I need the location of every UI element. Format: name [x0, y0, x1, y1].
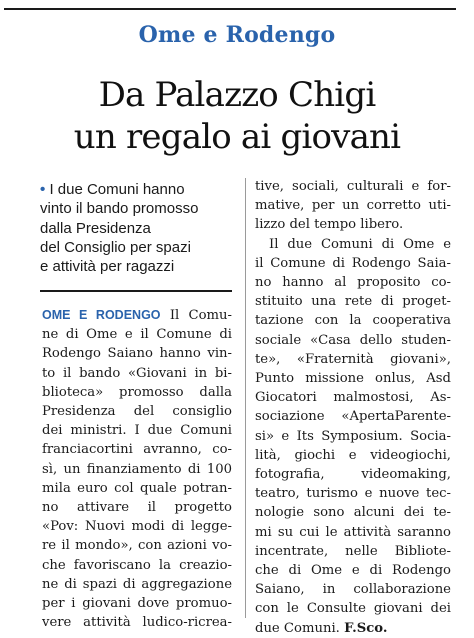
body-line: lità, giochi e videogiochi,: [255, 447, 451, 463]
body-line-text: Il Comu-: [160, 308, 233, 323]
body-line: il Comune di Rodengo Saia-: [255, 255, 451, 271]
body-line: fotografia, videomaking,: [255, 467, 451, 483]
body-line: ne di spazi di aggregazione: [42, 576, 232, 592]
body-line: vere attività ludico-ricrea-: [42, 615, 232, 631]
body-line: franciacortini avranno, co-: [42, 442, 232, 458]
body-line: dei ministri. I due Comuni: [42, 423, 232, 439]
column-divider: [245, 178, 246, 618]
headline-line-1: Da Palazzo Chigi: [98, 75, 376, 115]
body-line: che favoriscano la creazio-: [42, 557, 232, 573]
summary-line: vinto il bando promosso: [40, 200, 199, 218]
body-line: si» e Its Symposium. Socia-: [255, 428, 451, 444]
summary-divider: [40, 290, 232, 292]
summary-line: e attività per ragazzi: [40, 258, 175, 276]
body-line: sì, un finanziamento di 100: [42, 461, 232, 477]
headline: [0, 74, 474, 158]
body-line: te», «Fraternità giovani»,: [255, 351, 451, 367]
summary-line: [40, 180, 240, 199]
body-line: Giocatori malmostosi, As-: [255, 390, 451, 406]
summary-line-text: I due Comuni hanno: [49, 181, 185, 198]
author-signature: F.Sco.: [344, 620, 388, 636]
body-line: che di Ome e di Rodengo: [255, 563, 451, 579]
body-line: lizzo del tempo libero.: [255, 217, 404, 233]
dateline: OME E RODENGO: [42, 308, 161, 322]
body-line: stituito una rete di proget-: [255, 294, 451, 310]
body-line: [42, 306, 232, 325]
body-line: incentrate, nelle Bibliote-: [255, 543, 451, 559]
top-rule: [4, 8, 456, 10]
body-line: Saiano, in collaborazione: [255, 582, 451, 598]
summary-line: del Consiglio per spazi: [40, 238, 191, 256]
body-line: sociale «Casa dello studen-: [255, 332, 451, 348]
headline-line-2: un regalo ai giovani: [73, 117, 401, 157]
body-line: sociazione «ApertaParente-: [255, 409, 451, 425]
body-line: to il bando «Giovani in bi-: [42, 365, 232, 381]
body-line: «Pov: Nuovi modi di legge-: [42, 519, 232, 535]
body-line: Punto missione onlus, Asd: [255, 371, 451, 387]
article-column-right: [255, 177, 451, 638]
bullet-icon: •: [40, 181, 46, 198]
body-line: tive, sociali, culturali e for-: [255, 179, 451, 194]
body-line: Il due Comuni di Ome e: [269, 236, 451, 252]
body-line: con le Consulte giovani dei: [255, 601, 451, 617]
summary-line: dalla Presidenza: [40, 219, 151, 237]
body-line: tazione con la cooperativa: [255, 313, 451, 329]
body-line-text: due Comuni.: [255, 620, 340, 636]
body-line: re il mondo», con azioni vo-: [42, 538, 232, 554]
body-line: no attivare il progetto: [42, 500, 232, 516]
body-line: Rodengo Saiano hanno vin-: [42, 346, 232, 362]
body-line: [255, 619, 451, 638]
body-line: blioteca» promosso dalla: [42, 384, 232, 400]
body-line: ne di Ome e il Comune di: [42, 327, 232, 343]
body-line: mi su cui le attività saranno: [255, 524, 451, 540]
body-line: mila euro col quale potran-: [42, 480, 232, 496]
body-line: Presidenza del consiglio: [42, 404, 232, 420]
body-line: teatro, turismo e nuove tec-: [255, 486, 451, 502]
summary-box: [40, 180, 240, 276]
body-line: per i giovani dove promuo-: [42, 596, 232, 612]
body-line: nologie sono alcuni dei te-: [255, 505, 451, 521]
article-column-left: [42, 306, 232, 632]
body-line: no hanno al proposito co-: [255, 275, 451, 291]
section-kicker: Ome e Rodengo: [138, 22, 336, 48]
body-line: mative, per un corretto uti-: [255, 198, 451, 214]
